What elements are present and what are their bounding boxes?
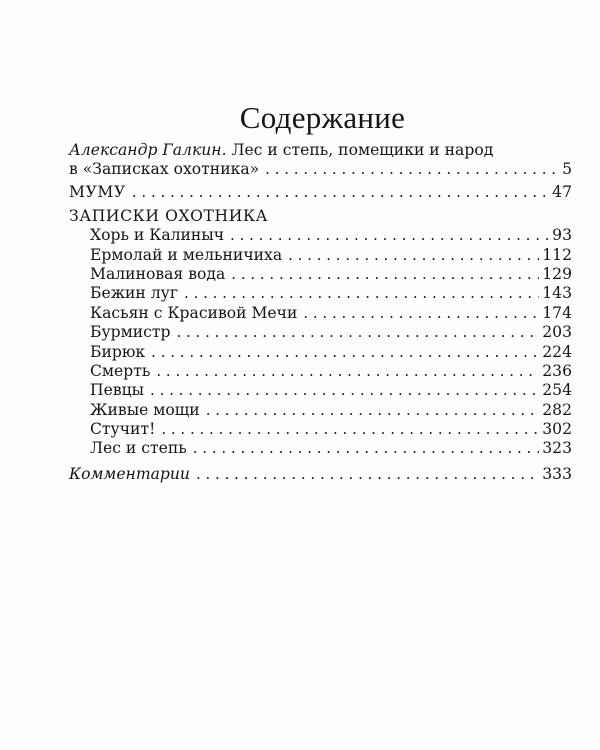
toc-entry[interactable]	[69, 323, 572, 342]
entry-label: Касьян с Красивой Мечи	[90, 303, 298, 322]
entry-label: Бирюк	[90, 342, 146, 361]
leader-dots	[190, 465, 539, 484]
page-number: 112	[542, 245, 572, 264]
toc-entry-comments[interactable]	[69, 465, 572, 484]
toc-entry-mumu[interactable]	[69, 183, 572, 202]
intro-title-part2: в «Записках охотника»	[69, 160, 260, 178]
toc-entry[interactable]	[69, 304, 572, 323]
leader-dots	[144, 381, 539, 400]
entry-label: Хорь и Калиныч	[90, 226, 225, 245]
page-number: 93	[552, 226, 572, 245]
stories-list	[69, 226, 572, 459]
leader-dots	[259, 160, 559, 179]
entry-label: Малиновая вода	[90, 264, 226, 283]
entry-label: Смерть	[90, 361, 151, 380]
toc-entry[interactable]	[69, 343, 572, 362]
toc-entry[interactable]	[69, 226, 572, 245]
leader-dots	[150, 362, 539, 381]
entry-label: Бурмистр	[90, 323, 171, 342]
entry-label: Стучит!	[90, 420, 156, 439]
leader-dots	[155, 420, 539, 439]
toc-entry[interactable]	[69, 401, 572, 420]
page-number: 174	[542, 303, 572, 322]
entry-label: МУМУ	[69, 183, 126, 202]
toc-entry[interactable]	[69, 284, 572, 303]
leader-dots	[170, 323, 539, 342]
page-number: 143	[542, 284, 572, 303]
table-of-contents	[69, 140, 572, 484]
page-number: 203	[542, 323, 572, 342]
page-number: 129	[542, 264, 572, 283]
toc-entry[interactable]	[69, 362, 572, 381]
page-number: 224	[542, 342, 572, 361]
leader-dots	[178, 284, 539, 303]
section-heading-label: ЗАПИСКИ ОХОТНИКА	[69, 206, 269, 225]
leader-dots	[297, 304, 539, 323]
leader-dots	[126, 183, 549, 202]
leader-dots	[145, 343, 539, 362]
page-number: 47	[552, 183, 572, 202]
entry-label: Певцы	[90, 381, 145, 400]
leader-dots	[187, 439, 539, 458]
leader-dots	[225, 265, 539, 284]
toc-entry-intro[interactable]	[69, 160, 572, 179]
intro-author: Александр Галкин.	[69, 141, 227, 159]
entry-label: Бежин луг	[90, 284, 179, 303]
page-title: Содержание	[239, 100, 406, 135]
page-number: 5	[562, 160, 572, 178]
toc-entry[interactable]	[69, 439, 572, 458]
page-number: 302	[542, 420, 572, 439]
page-number: 282	[542, 400, 572, 419]
entry-label: Комментарии	[69, 464, 190, 483]
section-heading	[69, 207, 572, 226]
toc-entry[interactable]	[69, 265, 572, 284]
leader-dots	[200, 401, 540, 420]
toc-entry[interactable]	[69, 246, 572, 265]
leader-dots	[282, 246, 539, 265]
entry-label: Ермолай и мельничиха	[90, 245, 283, 264]
intro-title-part1: Лес и степь, помещики и народ	[226, 141, 494, 159]
toc-entry[interactable]	[69, 420, 572, 439]
entry-label: Живые мощи	[90, 400, 200, 419]
toc-entry[interactable]	[69, 381, 572, 400]
page-number: 323	[542, 439, 572, 458]
page-number: 333	[542, 464, 572, 483]
page-number: 236	[542, 361, 572, 380]
leader-dots	[224, 226, 549, 245]
entry-label: Лес и степь	[90, 439, 187, 458]
toc-entry-intro-line1	[69, 140, 572, 160]
page-number: 254	[542, 381, 572, 400]
